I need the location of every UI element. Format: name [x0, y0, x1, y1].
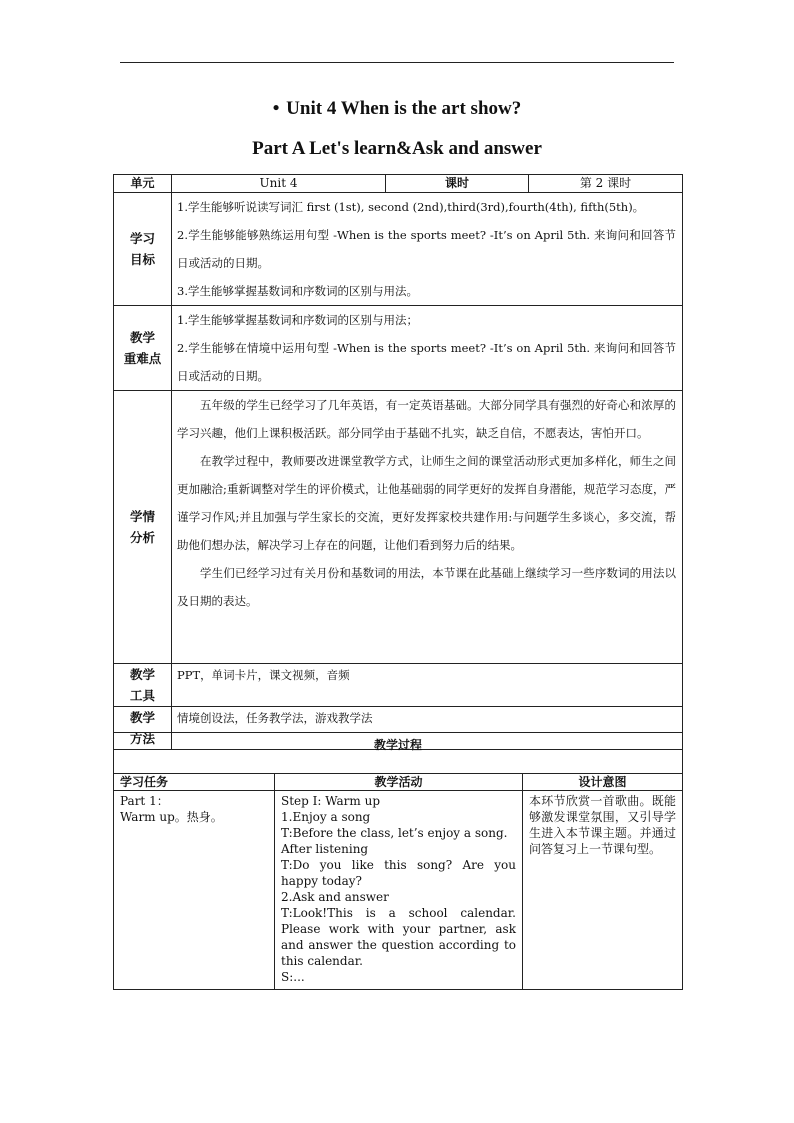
activity-cell [275, 791, 523, 990]
analysis-label [114, 391, 172, 664]
process-title-row [114, 733, 683, 774]
unit-value: Unit 4 [172, 175, 386, 193]
process-row-warm-up [114, 791, 683, 990]
activity-line: T:Before the class, let’s enjoy a song. [281, 826, 508, 840]
activity-line: 2.Ask and answer [281, 890, 389, 904]
analysis-content [172, 391, 683, 664]
tools-label-line1: 教学 [129, 667, 155, 682]
objectives-label-line1: 学习 [129, 231, 155, 246]
task-name: Warm up。热身。 [120, 810, 223, 824]
objective-item: 1.学生能够听说读写词汇 first (1st), second (2nd),third(3rd),fourth(4th), fifth(5th)。 [177, 200, 645, 214]
analysis-paragraph: 学生们已经学习过有关月份和基数词的用法，本节课在此基础上继续学习一些序数词的用法以及日期的表达。 [177, 566, 676, 608]
activity-line: T:Do you like this song? Are you happy today? [281, 858, 516, 888]
col-activity-header: 教学活动 [275, 774, 523, 791]
tools-row [114, 664, 683, 707]
activity-line: Step I: Warm up [281, 794, 381, 808]
teaching-process-table [113, 732, 683, 990]
key-points-label [114, 306, 172, 391]
key-points-content [172, 306, 683, 391]
activity-line: After listening [281, 842, 369, 856]
tools-label-line2: 工具 [129, 688, 155, 703]
analysis-label-line2: 分析 [129, 530, 155, 545]
methods-label-line1: 教学 [129, 710, 155, 725]
process-title: 教学过程 [114, 733, 683, 774]
process-header-row [114, 774, 683, 791]
objective-item: 3.学生能够掌握基数词和序数词的区别与用法。 [177, 284, 418, 298]
lesson-info-table [113, 174, 683, 750]
col-task-header: 学习任务 [114, 774, 275, 791]
tools-label [114, 664, 172, 707]
activity-line: T:Look!This is a school calendar. Please work with your partner, ask and answer the question according to this calendar. [281, 906, 516, 968]
header-rule [120, 62, 674, 63]
key-points-row [114, 306, 683, 391]
period-value: 第 2 课时 [529, 175, 683, 193]
objectives-label-line2: 目标 [129, 252, 155, 267]
analysis-paragraph: 在教学过程中，教师要改进课堂教学方式，让师生之间的课堂活动形式更加多样化，师生之间更加融洽;重新调整对学生的评价模式，让他基础弱的同学更好的发挥自身潜能，规范学习态度，严谨学习作风;并且加强与学生家长的交流，更好发挥家校共建作用:与问题学生多谈心，多交流，帮助他们想办法，解决学习上存在的问题，让他们看到努力后的结果。 [177, 454, 676, 552]
period-label: 课时 [386, 175, 529, 193]
key-points-label-line1: 教学 [129, 330, 155, 345]
col-intent-header: 设计意图 [523, 774, 683, 791]
page-title [0, 98, 794, 120]
objectives-row [114, 193, 683, 306]
objectives-label [114, 193, 172, 306]
key-point-item: 1.学生能够掌握基数词和序数词的区别与用法； [177, 313, 418, 327]
analysis-label-line1: 学情 [129, 509, 155, 524]
page-subtitle: Part A Let's learn&Ask and answer [252, 138, 542, 159]
key-point-item: 2.学生能够在情境中运用句型 -When is the sports meet? -It’s on April 5th. 来询问和回答节日或活动的日期。 [177, 341, 676, 383]
methods-label-line2: 方法 [129, 731, 155, 746]
title-bullet: • [272, 98, 280, 119]
task-part: Part 1： [120, 794, 169, 808]
unit-row [114, 175, 683, 193]
activity-line: 1.Enjoy a song [281, 810, 371, 824]
analysis-paragraph: 五年级的学生已经学习了几年英语，有一定英语基础。大部分同学具有强烈的好奇心和浓厚的学习兴趣，他们上课积极活跃。部分同学由于基础不扎实，缺乏自信，不愿表达，害怕开口。 [177, 398, 676, 440]
key-points-label-line2: 重难点 [123, 351, 162, 366]
task-cell [114, 791, 275, 990]
tools-value: PPT，单词卡片，课文视频，音频 [172, 664, 683, 707]
title-text: Unit 4 When is the art show? [286, 98, 522, 119]
unit-label: 单元 [114, 175, 172, 193]
intent-cell: 本环节欣赏一首歌曲。既能够激发课堂氛围，又引导学生进入本节课主题。并通过问答复习上一节课句型。 [523, 791, 683, 990]
objectives-content [172, 193, 683, 306]
analysis-row [114, 391, 683, 664]
objective-item: 2.学生能够能够熟练运用句型 -When is the sports meet? -It’s on April 5th. 来询问和回答节日或活动的日期。 [177, 228, 676, 270]
methods-value: 情境创设法，任务教学法，游戏教学法 [172, 707, 683, 750]
activity-line: S:... [281, 970, 305, 984]
